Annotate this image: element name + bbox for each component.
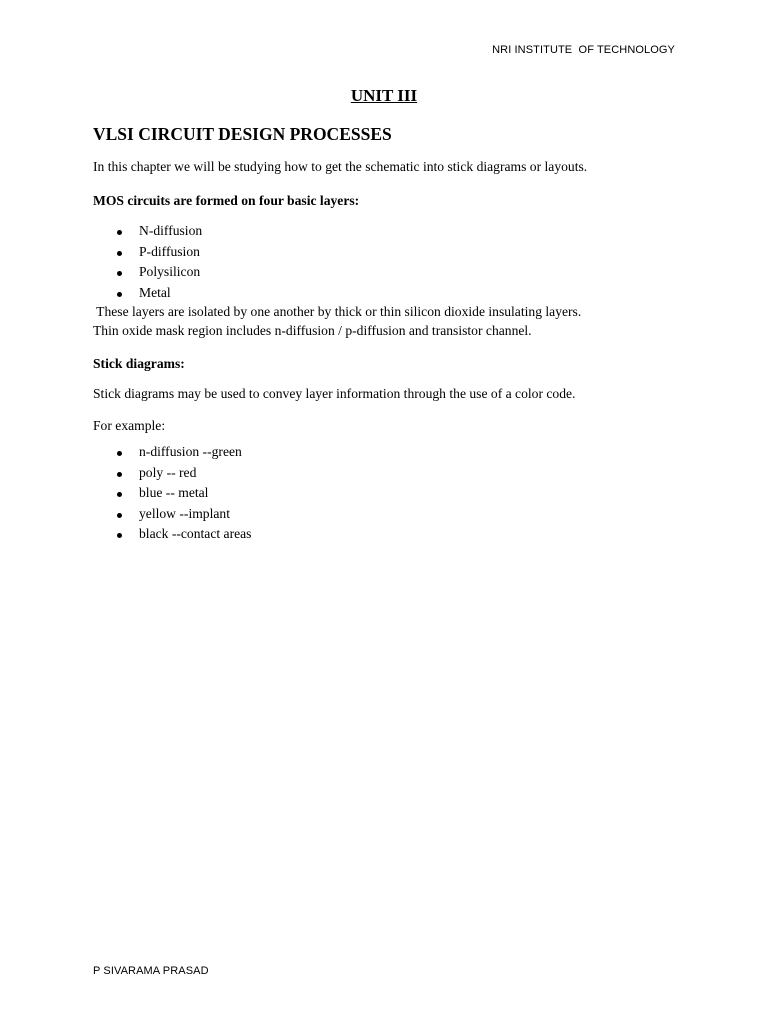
list-item: P-diffusion [93, 242, 202, 263]
color-code-list [93, 442, 251, 545]
chapter-title: VLSI CIRCUIT DESIGN PROCESSES [93, 124, 392, 144]
layers-heading: MOS circuits are formed on four basic layers: [93, 193, 360, 208]
list-item: Polysilicon [93, 262, 202, 283]
list-item: n-diffusion --green [93, 442, 251, 463]
list-item: blue -- metal [93, 483, 251, 504]
layers-list [93, 221, 202, 303]
page-header: NRI INSTITUTE OF TECHNOLOGY [492, 44, 675, 56]
page-footer: P SIVARAMA PRASAD [93, 965, 209, 977]
list-item: poly -- red [93, 463, 251, 484]
intro-paragraph: In this chapter we will be studying how to get the schematic into stick diagrams or layouts. [93, 159, 588, 174]
unit-title: UNIT III [350, 86, 418, 105]
isolation-line-2: Thin oxide mask region includes n-diffusion / p-diffusion and transistor channel. [93, 323, 532, 338]
isolation-line-1: These layers are isolated by one another by thick or thin silicon dioxide insulating layers. [93, 304, 582, 319]
example-label: For example: [93, 418, 166, 433]
list-item: N-diffusion [93, 221, 202, 242]
stick-diagrams-paragraph: Stick diagrams may be used to convey layer information through the use of a color code. [93, 386, 576, 401]
list-item: black --contact areas [93, 524, 251, 545]
list-item: Metal [93, 283, 202, 304]
list-item: yellow --implant [93, 504, 251, 525]
stick-diagrams-heading: Stick diagrams: [93, 356, 185, 371]
